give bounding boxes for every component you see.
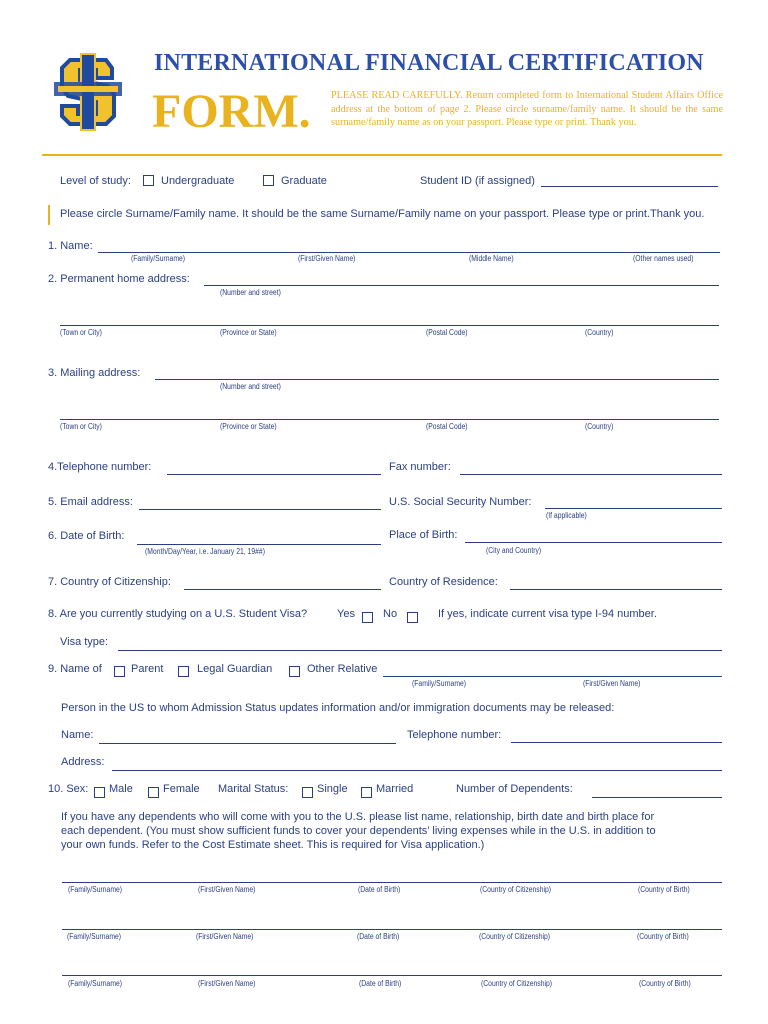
mailing-town-hint: (Town or City) bbox=[60, 422, 102, 431]
name-middle-hint: (Middle Name) bbox=[469, 254, 514, 263]
ssn-label: U.S. Social Security Number: bbox=[389, 496, 532, 508]
dep3-dob-hint: (Date of Birth) bbox=[359, 979, 402, 988]
dep2-dob-hint: (Date of Birth) bbox=[357, 932, 400, 941]
other-relative-label: Other Relative bbox=[307, 663, 378, 675]
home-country-hint: (Country) bbox=[585, 328, 614, 337]
single-checkbox[interactable] bbox=[302, 787, 313, 798]
release-phone-field[interactable] bbox=[511, 742, 722, 743]
email-label: 5. Email address: bbox=[48, 496, 133, 508]
dob-hint: (Month/Day/Year, i.e. January 21, 19##) bbox=[145, 547, 265, 556]
female-label: Female bbox=[163, 783, 200, 795]
dep1-first-hint: (First/Given Name) bbox=[198, 885, 256, 894]
form-word: FORM. bbox=[152, 85, 311, 138]
residence-label: Country of Residence: bbox=[389, 576, 498, 588]
female-checkbox[interactable] bbox=[148, 787, 159, 798]
name-of-family-hint: (Family/Surname) bbox=[412, 679, 467, 688]
dependent-row-3-field[interactable] bbox=[62, 975, 722, 976]
dep1-family-hint: (Family/Surname) bbox=[68, 885, 123, 894]
dep2-family-hint: (Family/Surname) bbox=[67, 932, 122, 941]
mailing-province-hint: (Province or State) bbox=[220, 422, 277, 431]
home-street-field[interactable] bbox=[204, 285, 719, 286]
mailing-address-label: 3. Mailing address: bbox=[48, 367, 141, 379]
home-postal-hint: (Postal Code) bbox=[426, 328, 468, 337]
release-address-field[interactable] bbox=[112, 770, 722, 771]
telephone-field[interactable] bbox=[167, 474, 381, 475]
pob-label: Place of Birth: bbox=[389, 529, 458, 541]
parent-checkbox[interactable] bbox=[114, 666, 125, 677]
form-title: INTERNATIONAL FINANCIAL CERTIFICATION bbox=[154, 50, 704, 76]
telephone-label: 4.Telephone number: bbox=[48, 461, 152, 473]
dep1-citizenship-hint: (Country of Citizenship) bbox=[480, 885, 552, 894]
release-name-field[interactable] bbox=[99, 743, 396, 744]
name-first-hint: (First/Given Name) bbox=[298, 254, 356, 263]
email-field[interactable] bbox=[139, 509, 381, 510]
name-label: 1. Name: bbox=[48, 240, 93, 252]
married-label: Married bbox=[376, 783, 414, 795]
release-text: Person in the US to whom Admission Status updates information and/or immigration documents may be released: bbox=[61, 702, 615, 714]
mailing-city-field[interactable] bbox=[60, 419, 719, 420]
university-monogram-logo bbox=[50, 52, 126, 132]
visa-yes-checkbox[interactable] bbox=[362, 612, 373, 623]
dep1-birth-country-hint: (Country of Birth) bbox=[638, 885, 690, 894]
dependents-count-field[interactable] bbox=[592, 797, 722, 798]
release-phone-label: Telephone number: bbox=[407, 729, 502, 741]
student-id-field[interactable] bbox=[541, 186, 718, 187]
mailing-country-hint: (Country) bbox=[585, 422, 614, 431]
name-family-hint: (Family/Surname) bbox=[131, 254, 186, 263]
instruction-bar bbox=[48, 205, 50, 225]
dep1-dob-hint: (Date of Birth) bbox=[358, 885, 401, 894]
married-checkbox[interactable] bbox=[361, 787, 372, 798]
dependents-text-line-2: each dependent. (You must show sufficient funds to cover your dependents’ living expenses while in the U.S. in addition to bbox=[61, 825, 656, 837]
sex-label: 10. Sex: bbox=[48, 783, 89, 795]
dep2-birth-country-hint: (Country of Birth) bbox=[637, 932, 689, 941]
level-label: Level of study: bbox=[60, 175, 131, 187]
undergraduate-checkbox[interactable] bbox=[143, 175, 154, 186]
mailing-postal-hint: (Postal Code) bbox=[426, 422, 468, 431]
guardian-checkbox[interactable] bbox=[178, 666, 189, 677]
dep3-birth-country-hint: (Country of Birth) bbox=[639, 979, 691, 988]
dep3-first-hint: (First/Given Name) bbox=[198, 979, 256, 988]
name-of-first-hint: (First/Given Name) bbox=[583, 679, 641, 688]
header-divider bbox=[42, 154, 722, 156]
home-address-label: 2. Permanent home address: bbox=[48, 273, 190, 285]
graduate-label: Graduate bbox=[281, 175, 327, 187]
name-of-field[interactable] bbox=[383, 676, 722, 677]
name-of-label: 9. Name of bbox=[48, 663, 102, 675]
release-name-label: Name: bbox=[61, 729, 94, 741]
instruction-text: Please circle Surname/Family name. It should be the same Surname/Family name on your passport. Please type or print.Thank you. bbox=[60, 208, 705, 220]
visa-no-label: No bbox=[383, 608, 398, 620]
home-province-hint: (Province or State) bbox=[220, 328, 277, 337]
visa-type-field[interactable] bbox=[118, 650, 722, 651]
guardian-label: Legal Guardian bbox=[197, 663, 273, 675]
marital-label: Marital Status: bbox=[218, 783, 289, 795]
parent-label: Parent bbox=[131, 663, 164, 675]
dependents-count-label: Number of Dependents: bbox=[456, 783, 573, 795]
visa-no-checkbox[interactable] bbox=[407, 612, 418, 623]
fax-field[interactable] bbox=[460, 474, 722, 475]
citizenship-field[interactable] bbox=[184, 589, 381, 590]
male-label: Male bbox=[109, 783, 133, 795]
name-other-hint: (Other names used) bbox=[633, 254, 694, 263]
home-city-field[interactable] bbox=[60, 325, 719, 326]
mailing-street-hint: (Number and street) bbox=[220, 382, 281, 391]
visa-yes-label: Yes bbox=[337, 608, 355, 620]
dep2-citizenship-hint: (Country of Citizenship) bbox=[479, 932, 551, 941]
single-label: Single bbox=[317, 783, 348, 795]
dependents-text-line-1: If you have any dependents who will come with you to the U.S. please list name, relationship, birth date and birth place for bbox=[61, 811, 655, 823]
ssn-field[interactable] bbox=[545, 508, 722, 509]
male-checkbox[interactable] bbox=[94, 787, 105, 798]
dep3-family-hint: (Family/Surname) bbox=[68, 979, 123, 988]
visa-question: 8. Are you currently studying on a U.S. Student Visa? bbox=[48, 608, 308, 620]
other-relative-checkbox[interactable] bbox=[289, 666, 300, 677]
notice-text: PLEASE READ CAREFULLY. Return completed form to International Student Affairs Office address at the bottom of page 2. Please circle surname/family name. It should be the same surname/family name as on your passport. Please type or print. Thank you. bbox=[331, 90, 723, 128]
release-address-label: Address: bbox=[61, 756, 105, 768]
residence-field[interactable] bbox=[510, 589, 722, 590]
undergraduate-label: Undergraduate bbox=[161, 175, 235, 187]
dob-label: 6. Date of Birth: bbox=[48, 530, 125, 542]
home-town-hint: (Town or City) bbox=[60, 328, 102, 337]
home-street-hint: (Number and street) bbox=[220, 288, 281, 297]
name-field[interactable] bbox=[98, 252, 720, 253]
student-id-label: Student ID (if assigned) bbox=[420, 175, 535, 187]
pob-field[interactable] bbox=[465, 542, 722, 543]
dependent-row-1-field[interactable] bbox=[62, 882, 722, 883]
graduate-checkbox[interactable] bbox=[263, 175, 274, 186]
visa-ifyes-text: If yes, indicate current visa type I-94 number. bbox=[438, 608, 657, 620]
dependents-text-line-3: your own funds. Refer to the Cost Estimate sheet. This is required for Visa application.) bbox=[61, 839, 485, 851]
mailing-street-field[interactable] bbox=[155, 379, 719, 380]
dependent-row-2-field[interactable] bbox=[62, 929, 722, 930]
fax-label: Fax number: bbox=[389, 461, 451, 473]
visa-type-label: Visa type: bbox=[60, 636, 109, 648]
dep2-first-hint: (First/Given Name) bbox=[196, 932, 254, 941]
ssn-hint: (If applicable) bbox=[546, 511, 587, 520]
dep3-citizenship-hint: (Country of Citizenship) bbox=[481, 979, 553, 988]
pob-hint: (City and Country) bbox=[486, 546, 542, 555]
dob-field[interactable] bbox=[137, 544, 381, 545]
citizenship-label: 7. Country of Citizenship: bbox=[48, 576, 171, 588]
